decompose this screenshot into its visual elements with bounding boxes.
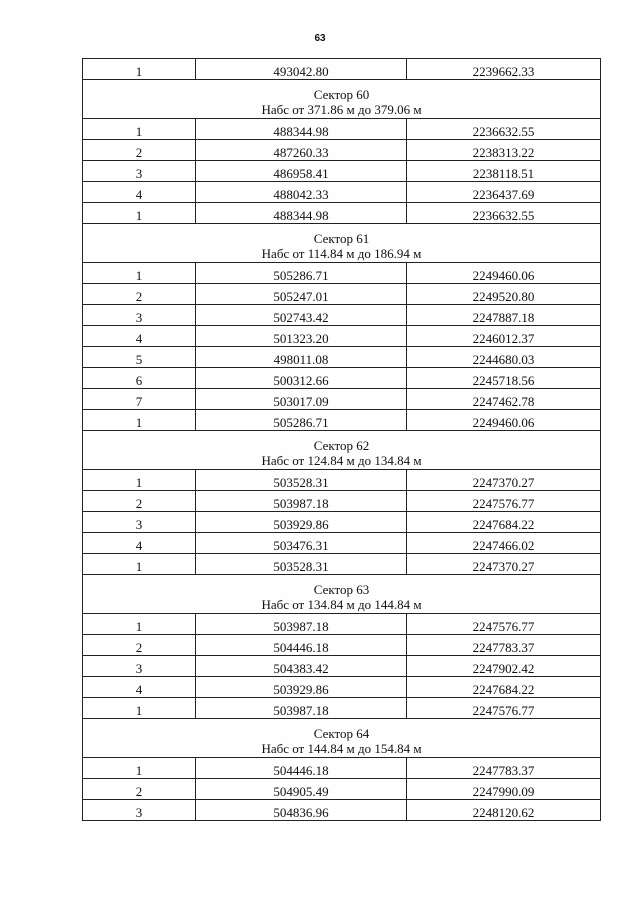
sector-height-range: Набс от 134.84 м до 144.84 м <box>261 597 422 612</box>
table-row <box>83 779 601 800</box>
y-coordinate-cell: 2247684.22 <box>407 677 601 698</box>
point-number-cell: 3 <box>83 800 196 821</box>
x-coordinate-cell: 503987.18 <box>196 614 407 635</box>
y-coordinate-cell: 2245718.56 <box>407 368 601 389</box>
table-row <box>83 554 601 575</box>
y-coordinate-cell: 2247783.37 <box>407 758 601 779</box>
table-row <box>83 491 601 512</box>
sector-header-cell <box>83 719 601 758</box>
x-coordinate-cell: 504383.42 <box>196 656 407 677</box>
coordinates-table-container <box>82 58 600 821</box>
x-coordinate-cell: 504446.18 <box>196 758 407 779</box>
table-row <box>83 677 601 698</box>
x-coordinate-cell: 488042.33 <box>196 182 407 203</box>
y-coordinate-cell: 2247684.22 <box>407 512 601 533</box>
x-coordinate-cell: 503017.09 <box>196 389 407 410</box>
table-row <box>83 512 601 533</box>
table-row <box>83 182 601 203</box>
point-number-cell: 3 <box>83 161 196 182</box>
x-coordinate-cell: 504446.18 <box>196 635 407 656</box>
point-number-cell: 5 <box>83 347 196 368</box>
point-number-cell: 1 <box>83 614 196 635</box>
table-row <box>83 635 601 656</box>
sector-title: Сектор 64 <box>313 726 370 741</box>
x-coordinate-cell: 504905.49 <box>196 779 407 800</box>
x-coordinate-cell: 503929.86 <box>196 677 407 698</box>
sector-title: Сектор 60 <box>313 87 370 102</box>
sector-header-cell <box>83 224 601 263</box>
point-number-cell: 1 <box>83 59 196 80</box>
sector-height-range: Набс от 114.84 м до 186.94 м <box>261 246 422 261</box>
sector-height-range: Набс от 144.84 м до 154.84 м <box>261 741 422 756</box>
sector-header-row <box>83 431 601 470</box>
x-coordinate-cell: 504836.96 <box>196 800 407 821</box>
sector-header-row <box>83 719 601 758</box>
point-number-cell: 1 <box>83 554 196 575</box>
table-row <box>83 59 601 80</box>
y-coordinate-cell: 2238118.51 <box>407 161 601 182</box>
x-coordinate-cell: 505286.71 <box>196 410 407 431</box>
point-number-cell: 1 <box>83 263 196 284</box>
sector-header-row <box>83 224 601 263</box>
x-coordinate-cell: 505247.01 <box>196 284 407 305</box>
point-number-cell: 1 <box>83 119 196 140</box>
y-coordinate-cell: 2247902.42 <box>407 656 601 677</box>
y-coordinate-cell: 2247370.27 <box>407 554 601 575</box>
y-coordinate-cell: 2247576.77 <box>407 614 601 635</box>
point-number-cell: 4 <box>83 326 196 347</box>
table-row <box>83 119 601 140</box>
point-number-cell: 2 <box>83 491 196 512</box>
y-coordinate-cell: 2247783.37 <box>407 635 601 656</box>
y-coordinate-cell: 2239662.33 <box>407 59 601 80</box>
x-coordinate-cell: 503528.31 <box>196 554 407 575</box>
point-number-cell: 4 <box>83 677 196 698</box>
y-coordinate-cell: 2236437.69 <box>407 182 601 203</box>
y-coordinate-cell: 2247990.09 <box>407 779 601 800</box>
point-number-cell: 1 <box>83 410 196 431</box>
table-row <box>83 698 601 719</box>
x-coordinate-cell: 486958.41 <box>196 161 407 182</box>
y-coordinate-cell: 2247576.77 <box>407 491 601 512</box>
table-row <box>83 305 601 326</box>
y-coordinate-cell: 2248120.62 <box>407 800 601 821</box>
point-number-cell: 3 <box>83 656 196 677</box>
table-row <box>83 368 601 389</box>
y-coordinate-cell: 2249460.06 <box>407 410 601 431</box>
point-number-cell: 2 <box>83 779 196 800</box>
table-row <box>83 614 601 635</box>
table-row <box>83 161 601 182</box>
page-number: 63 <box>314 33 326 44</box>
sector-header-cell <box>83 431 601 470</box>
coordinates-table <box>82 58 601 821</box>
table-row <box>83 758 601 779</box>
x-coordinate-cell: 500312.66 <box>196 368 407 389</box>
y-coordinate-cell: 2249520.80 <box>407 284 601 305</box>
point-number-cell: 4 <box>83 182 196 203</box>
table-row <box>83 140 601 161</box>
y-coordinate-cell: 2238313.22 <box>407 140 601 161</box>
table-row <box>83 284 601 305</box>
point-number-cell: 2 <box>83 635 196 656</box>
y-coordinate-cell: 2244680.03 <box>407 347 601 368</box>
point-number-cell: 7 <box>83 389 196 410</box>
sector-header-row <box>83 575 601 614</box>
y-coordinate-cell: 2247887.18 <box>407 305 601 326</box>
table-row <box>83 326 601 347</box>
point-number-cell: 1 <box>83 698 196 719</box>
y-coordinate-cell: 2247466.02 <box>407 533 601 554</box>
x-coordinate-cell: 501323.20 <box>196 326 407 347</box>
x-coordinate-cell: 487260.33 <box>196 140 407 161</box>
x-coordinate-cell: 502743.42 <box>196 305 407 326</box>
sector-title: Сектор 62 <box>313 438 370 453</box>
point-number-cell: 2 <box>83 140 196 161</box>
y-coordinate-cell: 2236632.55 <box>407 119 601 140</box>
point-number-cell: 3 <box>83 512 196 533</box>
point-number-cell: 4 <box>83 533 196 554</box>
table-row <box>83 389 601 410</box>
table-row <box>83 656 601 677</box>
sector-height-range: Набс от 124.84 м до 134.84 м <box>261 453 422 468</box>
x-coordinate-cell: 498011.08 <box>196 347 407 368</box>
x-coordinate-cell: 493042.80 <box>196 59 407 80</box>
x-coordinate-cell: 503476.31 <box>196 533 407 554</box>
x-coordinate-cell: 488344.98 <box>196 119 407 140</box>
x-coordinate-cell: 503987.18 <box>196 491 407 512</box>
x-coordinate-cell: 503987.18 <box>196 698 407 719</box>
sector-header-cell <box>83 80 601 119</box>
point-number-cell: 1 <box>83 758 196 779</box>
y-coordinate-cell: 2236632.55 <box>407 203 601 224</box>
y-coordinate-cell: 2246012.37 <box>407 326 601 347</box>
table-row <box>83 800 601 821</box>
y-coordinate-cell: 2247462.78 <box>407 389 601 410</box>
point-number-cell: 1 <box>83 470 196 491</box>
y-coordinate-cell: 2247370.27 <box>407 470 601 491</box>
point-number-cell: 1 <box>83 203 196 224</box>
sector-height-range: Набс от 371.86 м до 379.06 м <box>261 102 422 117</box>
point-number-cell: 3 <box>83 305 196 326</box>
coordinates-table-body <box>83 59 601 821</box>
table-row <box>83 470 601 491</box>
x-coordinate-cell: 503929.86 <box>196 512 407 533</box>
y-coordinate-cell: 2249460.06 <box>407 263 601 284</box>
point-number-cell: 2 <box>83 284 196 305</box>
sector-title: Сектор 61 <box>313 231 370 246</box>
table-row <box>83 533 601 554</box>
table-row <box>83 347 601 368</box>
x-coordinate-cell: 488344.98 <box>196 203 407 224</box>
sector-header-cell <box>83 575 601 614</box>
x-coordinate-cell: 503528.31 <box>196 470 407 491</box>
table-row <box>83 203 601 224</box>
x-coordinate-cell: 505286.71 <box>196 263 407 284</box>
sector-header-row <box>83 80 601 119</box>
table-row <box>83 410 601 431</box>
sector-title: Сектор 63 <box>313 582 370 597</box>
y-coordinate-cell: 2247576.77 <box>407 698 601 719</box>
point-number-cell: 6 <box>83 368 196 389</box>
table-row <box>83 263 601 284</box>
